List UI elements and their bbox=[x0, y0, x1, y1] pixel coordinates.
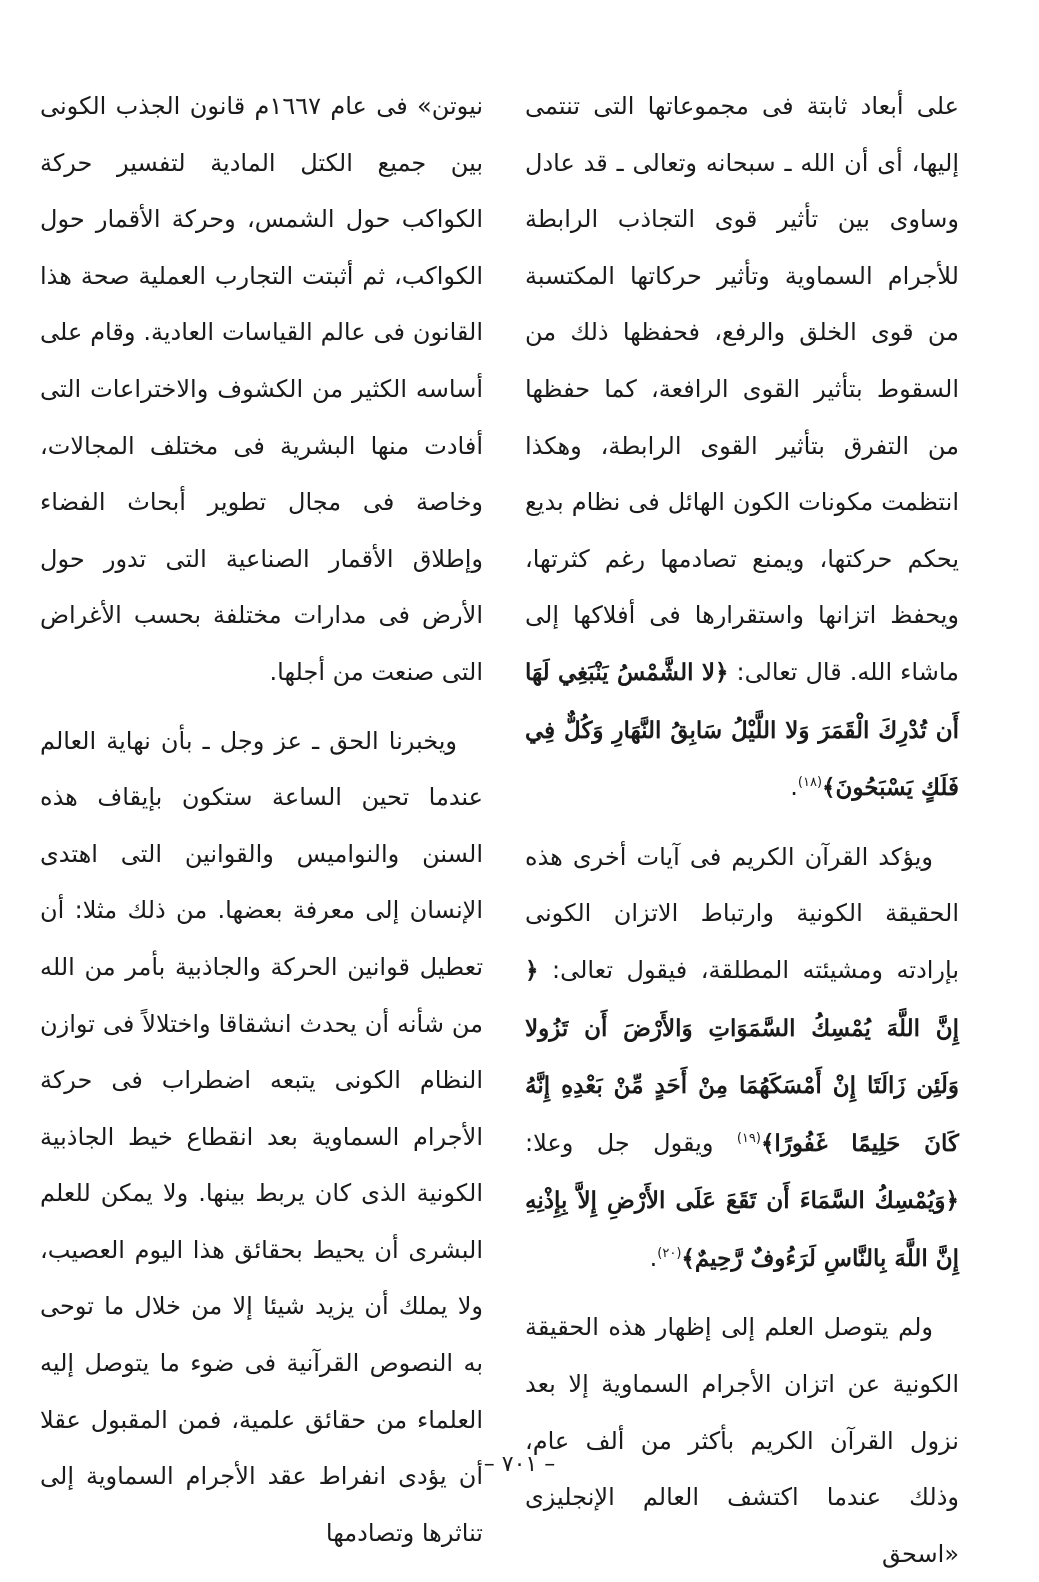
footnote-ref: (١٩) bbox=[736, 1130, 761, 1146]
quran-verse: ﴿ إِنَّ اللَّهَ يُمْسِكُ السَّمَوَاتِ وَالأَرْضَ أَن تَزُولا وَلَئِن زَالَتَا إِنْ أَمْسَكَهُمَا مِنْ أَحَدٍ مِّنْ بَعْدِهِ إِنَّهُ كَانَ حَلِيمًا غَفُورًا﴾ bbox=[525, 956, 959, 1157]
quran-verse: ﴿وَيُمْسِكُ السَّمَاءَ أَن تَقَعَ عَلَى الأَرْضِ إِلاَّ بِإِذْنِهِ إِنَّ اللَّهَ بِالنَّاسِ لَرَءُوفٌ رَّحِيمٌ﴾ bbox=[525, 1187, 959, 1272]
footnote-ref: (٢٠) bbox=[657, 1245, 682, 1261]
left-column bbox=[40, 78, 483, 1561]
right-column bbox=[525, 78, 959, 1582]
page-number: – ٧٠١ – bbox=[483, 1452, 556, 1477]
footnote-ref: (١٨) bbox=[797, 775, 823, 791]
paragraph: على أبعاد ثابتة فى مجموعاتها التى تنتمى إليها، أى أن الله ـ سبحانه وتعالى ـ قد عادل وساوى بين تأثير قوى التجاذب الرابطة للأجرام السماوية وتأثير حركاتها المكتسبة من قوى الخلق والرفع، فحفظها ذلك من السقوط بتأثير القوى الرافعة، كما حفظها من التفرق بتأثير القوى الرابطة، وهكذا انتظمت مكونات الكون الهائل فى نظام بديع يحكم حركتها، ويمنع تصادمها رغم كثرتها، ويحفظ اتزانها واستقرارها فى أفلاكها إلى ماشاء الله. قال تعالى: ﴿لا الشَّمْسُ يَنْبَغِي لَهَا أَن تُدْرِكَ الْقَمَرَ وَلا اللَّيْلُ سَابِقُ النَّهَارِ وَكُلٌّ فِي فَلَكٍ يَسْبَحُونَ﴾$^{(١٨)}$. bbox=[525, 92, 959, 802]
paragraph: نيوتن» فى عام ١٦٦٧م قانون الجذب الكونى بين جميع الكتل المادية لتفسير حركة الكواكب حول الشمس، وحركة الأقمار حول الكواكب، ثم أثبتت التجارب العملية صحة هذا القانون فى عالم القياسات العادية. وقام على أساسه الكثير من الكشوف والاختراعات التى أفادت منها البشرية فى مختلف المجالات، وخاصة فى مجال تطوير أبحاث الفضاء وإطلاق الأقمار الصناعية التى تدور حول الأرض فى مدارات مختلفة بحسب الأغراض التى صنعت من أجلها. bbox=[40, 92, 483, 686]
paragraph: ولم يتوصل العلم إلى إظهار هذه الحقيقة الكونية عن اتزان الأجرام السماوية إلا بعد نزول القرآن الكريم بأكثر من ألف عام، وذلك عندما اكتشف العالم الإنجليزى «اسحق bbox=[525, 1313, 959, 1568]
paragraph: ويؤكد القرآن الكريم فى آيات أخرى هذه الحقيقة الكونية وارتباط الاتزان الكونى بإرادته ومشيئته المطلقة، فيقول تعالى: ﴿ إِنَّ اللَّهَ يُمْسِكُ السَّمَوَاتِ وَالأَرْضَ أَن تَزُولا وَلَئِن زَالَتَا إِنْ أَمْسَكَهُمَا مِنْ أَحَدٍ مِّنْ بَعْدِهِ إِنَّهُ كَانَ حَلِيمًا غَفُورًا﴾$^{(١٩)}$ ويقول جل وعلا: ﴿وَيُمْسِكُ السَّمَاءَ أَن تَقَعَ عَلَى الأَرْضِ إِلاَّ بِإِذْنِهِ إِنَّ اللَّهَ بِالنَّاسِ لَرَءُوفٌ رَّحِيمٌ﴾$^{(٢٠)}$. bbox=[525, 842, 959, 1272]
quran-verse: ﴿لا الشَّمْسُ يَنْبَغِي لَهَا أَن تُدْرِكَ الْقَمَرَ وَلا اللَّيْلُ سَابِقُ النَّهَارِ وَكُلٌّ فِي فَلَكٍ يَسْبَحُونَ﴾ bbox=[525, 658, 959, 802]
paragraph: ويخبرنا الحق ـ عز وجل ـ بأن نهاية العالم عندما تحين الساعة ستكون بإيقاف هذه السنن والنواميس والقوانين التى اهتدى الإنسان إلى معرفة بعضها. من ذلك مثلا: أن تعطيل قوانين الحركة والجاذبية بأمر من الله من شأنه أن يحدث انشقاقا واختلالاً فى توازن النظام الكونى يتبعه اضطراب فى حركة الأجرام السماوية بعد انقطاع خيط الجاذبية الكونية الذى كان يربط بينها. ولا يمكن للعلم البشرى أن يحيط بحقائق هذا اليوم العصيب، ولا يملك أن يزيد شيئا إلا من خلال ما توحى به النصوص القرآنية فى ضوء ما يتوصل إليه العلماء من حقائق علمية، فمن المقبول عقلا أن يؤدى انفراط عقد الأجرام السماوية إلى تناثرها وتصادمها bbox=[40, 726, 483, 1547]
